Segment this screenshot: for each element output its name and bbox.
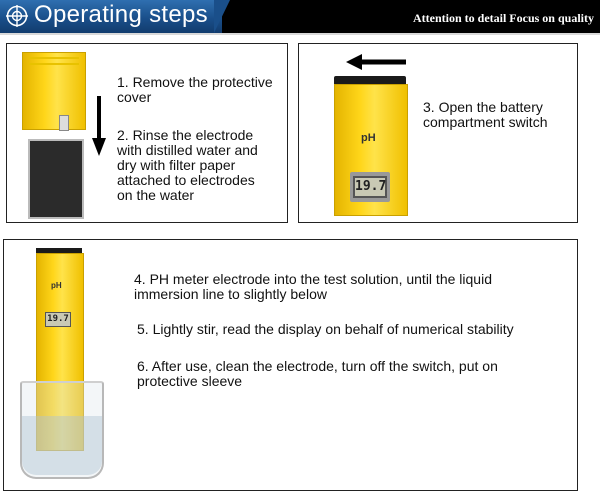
down-arrow-icon [92, 96, 106, 156]
step-panel-3 [3, 239, 578, 491]
ph-meter-image [334, 76, 406, 214]
protective-cover-image [22, 52, 86, 130]
ph-brand-label-small: pH [51, 281, 62, 290]
step-2-text: 2. Rinse the electrode with distilled water and dry with filter paper attached to electrodes on the water [117, 127, 258, 203]
crosshair-icon [6, 5, 28, 27]
step-panel-2 [298, 43, 578, 223]
left-arrow-icon [346, 54, 406, 70]
step-5-text: 5. Lightly stir, read the display on behalf of numerical stability [137, 321, 514, 337]
step-6-text: 6. After use, clean the electrode, turn off the switch, put on protective sleeve [137, 358, 498, 389]
test-solution [22, 416, 102, 475]
page-title: Operating steps [34, 1, 208, 28]
step-1-text: 1. Remove the protective cover [117, 74, 273, 105]
lcd-display-small: 19.7 [45, 312, 71, 327]
header-slant [214, 0, 230, 33]
electrode-body-image [28, 139, 84, 219]
header-divider [0, 33, 600, 35]
lcd-display: 19.7 [353, 176, 387, 198]
step-3-text: 3. Open the battery compartment switch [423, 99, 548, 130]
step-4-text: 4. PH meter electrode into the test solution, until the liquid immersion line to slightly below [134, 271, 492, 302]
header-banner [0, 0, 600, 33]
header-tagline: Attention to detail Focus on quality [412, 11, 594, 25]
step-panel-1 [6, 43, 288, 223]
ph-brand-label: pH [361, 132, 376, 144]
ph-meter-in-glass-image [14, 248, 114, 478]
